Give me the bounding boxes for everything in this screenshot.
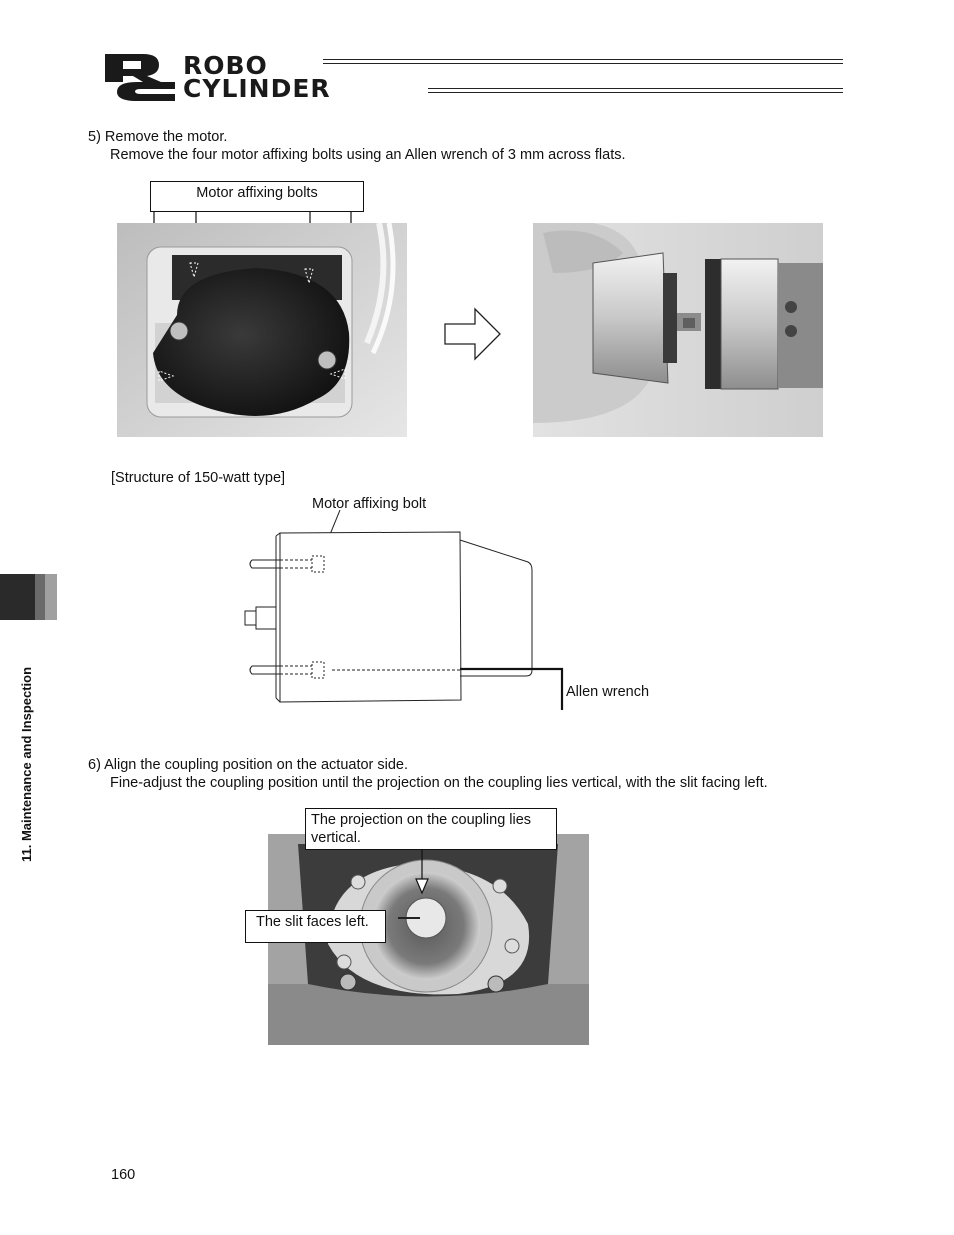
callout-projection — [305, 808, 557, 850]
photo-motor-removed — [533, 223, 823, 437]
rc-logo-mark-icon — [103, 52, 179, 102]
step5-title: 5) Remove the motor. — [88, 129, 228, 145]
logo-word-robo: ROBO — [183, 51, 268, 80]
right-arrow-icon — [443, 307, 503, 361]
label-allen-wrench: Allen wrench — [566, 684, 650, 700]
callout-slit-text: The slit faces left. — [256, 914, 369, 930]
step5-body: Remove the four motor affixing bolts using an Allen wrench of 3 mm across flats. — [110, 147, 626, 163]
motor-structure-diagram — [240, 510, 580, 715]
callout-projection-line1: The projection on the coupling lies — [311, 812, 532, 828]
callout-motor-bolts-text: Motor affixing bolts — [196, 185, 318, 201]
down-arrow-icon — [414, 849, 430, 895]
structure-heading: [Structure of 150-watt type] — [111, 470, 286, 486]
label-motor-bolt: Motor affixing bolt — [312, 496, 427, 512]
brand-logo — [103, 52, 843, 102]
header-rule-top — [323, 59, 843, 64]
photo-motor-rear — [117, 223, 407, 437]
chapter-label: 11. Maintenance and Inspection — [19, 666, 34, 862]
page-number: 160 — [111, 1167, 136, 1183]
header-rule-bottom — [428, 88, 843, 93]
step6-body: Fine-adjust the coupling position until the projection on the coupling lies vertical, with the slit facing left. — [110, 775, 768, 791]
callout-projection-line2: vertical. — [311, 830, 361, 846]
callout-motor-bolts — [150, 181, 364, 212]
chapter-tab — [0, 574, 57, 620]
step6-title: 6) Align the coupling position on the actuator side. — [88, 757, 409, 773]
logo-word-cylinder: CYLINDER — [183, 74, 331, 103]
callout-slit — [245, 910, 386, 943]
